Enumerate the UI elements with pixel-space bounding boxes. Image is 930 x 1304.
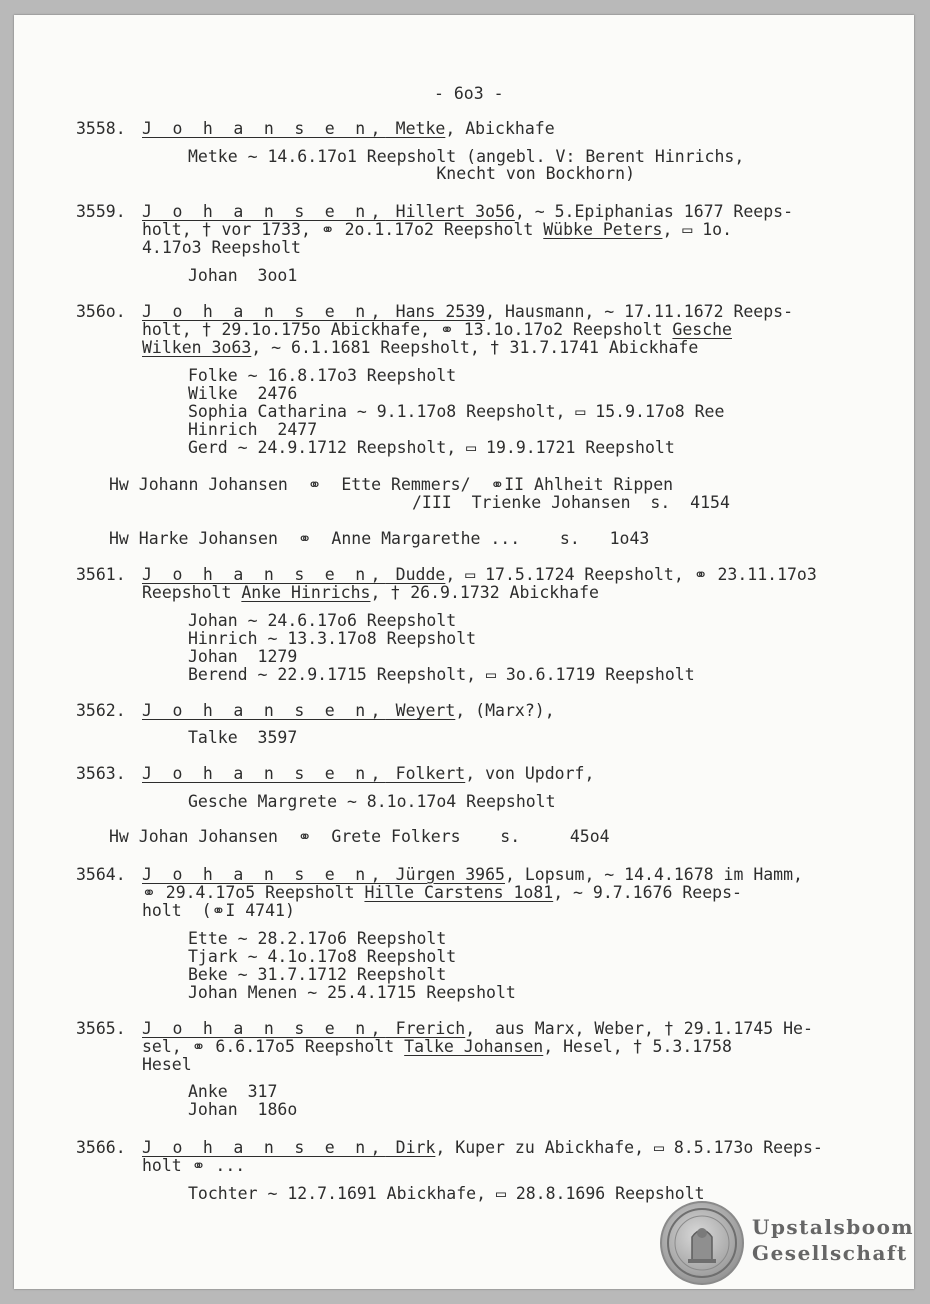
entry-3564-line: holt (⚭I 4741) (142, 901, 295, 920)
entry-3559-heading: J o h a n s e n, Hillert 3o56, ~ 5.Epiphanias 1677 Reeps- (142, 202, 794, 221)
entry-3561-number: 3561. (76, 565, 126, 584)
document-page (14, 15, 914, 1289)
entry-3566-line: holt ⚭ ... (142, 1156, 246, 1175)
entry-3564-number: 3564. (76, 865, 126, 884)
entry-3565-child: Johan 186o (188, 1100, 298, 1119)
entry-3564-heading: J o h a n s e n, Jürgen 3965, Lopsum, ~ 14.4.1678 im Hamm, (142, 865, 803, 884)
entry-3559-line: 4.17o3 Reepsholt (142, 238, 301, 257)
entry-3560-child: Sophia Catharina ~ 9.1.17o8 Reepsholt, ▭ 15.9.17o8 Ree (188, 402, 725, 421)
entry-3563-child: Gesche Margrete ~ 8.1o.17o4 Reepsholt (188, 792, 556, 811)
entry-3563-heading: J o h a n s e n, Folkert, von Updorf, (142, 764, 595, 783)
entry-3565-line: Hesel (142, 1055, 192, 1074)
entry-3560-line: Wilken 3o63, ~ 6.1.1681 Reepsholt, † 31.7.1741 Abickhafe (142, 338, 699, 357)
entry-3558-heading: J o h a n s e n, Metke, Abickhafe (142, 119, 555, 138)
entry-3566-number: 3566. (76, 1138, 126, 1157)
entry-3560-child: Wilke 2476 (188, 384, 298, 403)
entry-3562-child: Talke 3597 (188, 728, 298, 747)
hw-line: Hw Harke Johansen ⚭ Anne Margarethe ... s. 1o43 (109, 529, 650, 548)
hw-line: Hw Johan Johansen ⚭ Grete Folkers s. 45o4 (109, 827, 610, 846)
entry-3564-line: ⚭ 29.4.17o5 Reepsholt Hille Carstens 1o81, ~ 9.7.1676 Reeps- (142, 883, 742, 902)
entry-3560-child: Hinrich 2477 (188, 420, 318, 439)
entry-3558-number: 3558. (76, 119, 126, 138)
entry-3561-heading: J o h a n s e n, Dudde, ▭ 17.5.1724 Reepsholt, ⚭ 23.11.17o3 (142, 565, 817, 584)
hw-line: Hw Johann Johansen ⚭ Ette Remmers/ ⚭II Ahlheit Rippen (109, 475, 674, 494)
brand-line-2: Gesellschaft (752, 1241, 908, 1265)
entry-3564-child: Johan Menen ~ 25.4.1715 Reepsholt (188, 983, 516, 1002)
entry-3559-line: holt, † vor 1733, ⚭ 2o.1.17o2 Reepsholt Wübke Peters, ▭ 1o. (142, 220, 733, 239)
entry-3560-heading: J o h a n s e n, Hans 2539, Hausmann, ~ 17.11.1672 Reeps- (142, 302, 794, 321)
entry-3561-child: Johan 1279 (188, 647, 298, 666)
hw-line: /III Trienke Johansen s. 4154 (412, 493, 730, 512)
entry-3559-child: Johan 3oo1 (188, 266, 298, 285)
entry-3560-number: 356o. (76, 302, 126, 321)
entry-3562-heading: J o h a n s e n, Weyert, (Marx?), (142, 701, 555, 720)
entry-3564-child: Beke ~ 31.7.1712 Reepsholt (188, 965, 447, 984)
entry-3558-line: Knecht von Bockhorn) (188, 164, 636, 183)
entry-3563-number: 3563. (76, 764, 126, 783)
entry-3565-line: sel, ⚭ 6.6.17o5 Reepsholt Talke Johansen, Hesel, † 5.3.1758 (142, 1037, 732, 1056)
entry-3562-number: 3562. (76, 701, 126, 720)
brand-line-1: Upstalsboom (752, 1215, 915, 1239)
entry-3566-heading: J o h a n s e n, Dirk, Kuper zu Abickhafe, ▭ 8.5.173o Reeps- (142, 1138, 823, 1157)
entry-3560-line: holt, † 29.1o.175o Abickhafe, ⚭ 13.1o.17o2 Reepsholt Gesche (142, 320, 732, 339)
entry-3566-child: Tochter ~ 12.7.1691 Abickhafe, ▭ 28.8.1696 Reepsholt (188, 1184, 705, 1203)
entry-3561-child: Johan ~ 24.6.17o6 Reepsholt (188, 611, 457, 630)
entry-3559-number: 3559. (76, 202, 126, 221)
entry-3565-heading: J o h a n s e n, Frerich, aus Marx, Weber, † 29.1.1745 He- (142, 1019, 813, 1038)
entry-3561-child: Hinrich ~ 13.3.17o8 Reepsholt (188, 629, 477, 648)
entry-3560-child: Folke ~ 16.8.17o3 Reepsholt (188, 366, 457, 385)
society-seal-icon (660, 1201, 744, 1285)
page-number: - 6o3 - (434, 84, 504, 103)
entry-3564-child: Tjark ~ 4.1o.17o8 Reepsholt (188, 947, 457, 966)
entry-3565-child: Anke 317 (188, 1082, 278, 1101)
entry-3561-line: Reepsholt Anke Hinrichs, † 26.9.1732 Abickhafe (142, 583, 599, 602)
entry-3565-number: 3565. (76, 1019, 126, 1038)
entry-3561-child: Berend ~ 22.9.1715 Reepsholt, ▭ 3o.6.1719 Reepsholt (188, 665, 695, 684)
entry-3558-line: Metke ~ 14.6.17o1 Reepsholt (angebl. V: Berent Hinrichs, (188, 147, 745, 166)
entry-3560-child: Gerd ~ 24.9.1712 Reepsholt, ▭ 19.9.1721 Reepsholt (188, 438, 675, 457)
entry-3564-child: Ette ~ 28.2.17o6 Reepsholt (188, 929, 447, 948)
